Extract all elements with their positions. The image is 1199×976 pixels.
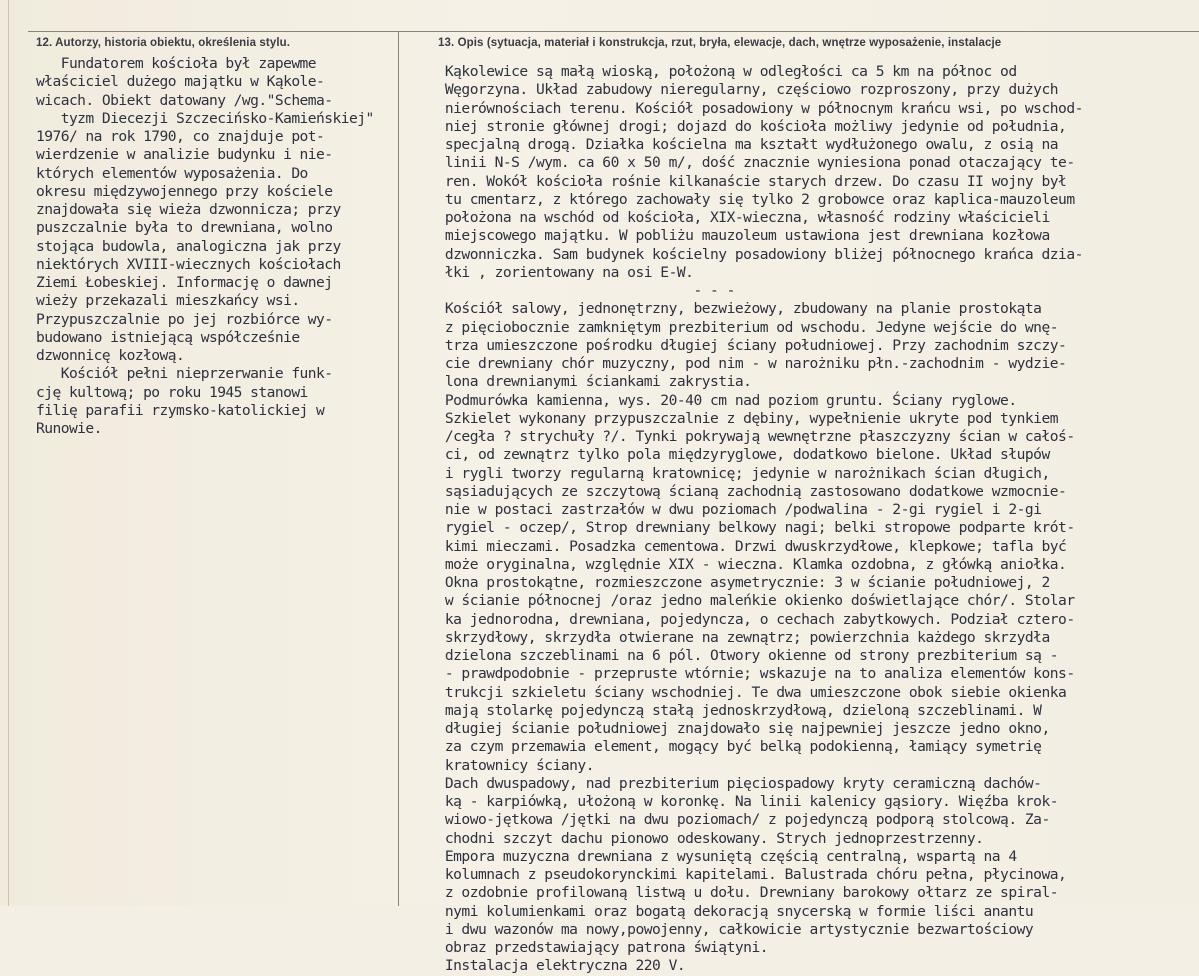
text-line: Ziemi Łobeskiej. Informację o dawnej (36, 274, 333, 291)
text-line: wiowo-jętkowa /jętki na dwu poziomach/ z pojedynczą podporą stolcową. Za- (420, 811, 1050, 829)
text-line: z pięciobocznie zamkniętym prezbiterium od wschodu. Jedyne wejście do wnę- (420, 318, 1059, 336)
text-line: łki , zorientowany na osi E-W. (420, 263, 694, 281)
text-line: ren. Wokół kościoła rośnie kilkanaście starych drzew. Do czasu II wojny był (420, 172, 1067, 190)
text-line: trukcji szkieletu ściany wschodniej. Te dwa umieszczone obok siebie okienka (420, 683, 1067, 701)
text-line: dzielona szczeblinami na 6 pól. Otwory okienne od strony prezbiterium są - (420, 647, 1059, 664)
text-line: filię parafii rzymsko-katolickiej w (36, 401, 325, 419)
text-line: Empora muzyczna drewniana z wysuniętą częścią centralną, wspartą na 4 (420, 847, 1017, 865)
text-line: Szkielet wykonany przypuszczalnie z dębiny, wypełnienie ukryte pod tynkiem (420, 409, 1059, 427)
text-line: okresu międzywojennego przy kościele (36, 182, 333, 200)
text-line: puszczalnie była to drewniana, wolno (36, 219, 333, 237)
text-line: za czym przemawia element, mogący być belką podokienną, łamiący symetrię (420, 738, 1042, 756)
text-line: wicach. Obiekt datowany /wg."Schema- (36, 91, 333, 109)
text-line: Węgorzyna. Układ zabudowy nieregularny, częściowo rozproszony, przy dużych (420, 81, 1059, 99)
text-line: kolumnach z pseudokorynckimi kapitelami. Balustrada chóru pełna, płycinowa, (420, 866, 1067, 883)
text-line: lona drewnianymi ściankami zakrystia. (420, 373, 752, 391)
text-line: rygiel - oczep/, Strop drewniany belkowy nagi; belki stropowe podparte krót- (420, 519, 1075, 537)
text-line: Okna prostokątne, rozmieszczone asymetrycznie: 3 w ścianie południowej, 2 (420, 574, 1050, 591)
text-line: wierdzenie w analizie budynku i nie- (36, 146, 333, 164)
text-line: cję kultową; po roku 1945 stanowi (36, 383, 308, 401)
text-line: stojąca budowla, analogiczna jak przy (36, 237, 341, 255)
text-line: nierównościach terenu. Kościół posadowiony w północnym krańcu wsi, po wschod- (420, 99, 1083, 117)
text-line: znajdowała się wieża dzwonnicza; przy (36, 201, 341, 218)
text-line: skrzydłowy, skrzydła otwierane na zewnątrz; powierzchnia każdego skrzydła (420, 628, 1050, 646)
text-line: Podmurówka kamienna, wys. 20-40 cm nad poziom gruntu. Ściany ryglowe. (420, 391, 1017, 409)
text-line: tu cmentarz, z którego zachowały się tylko 2 grobowce oraz kaplica-mauzoleum (420, 190, 1075, 208)
text-line: Przypuszczalnie po jej rozbiórce wy- (36, 310, 333, 328)
text-line: których elementów wyposażenia. Do (36, 164, 308, 182)
text-line: chodni szczyt dachu pionowo odeskowany. Strych jednoprzestrzenny. (420, 829, 984, 847)
text-line: Kościół salowy, jednonętrzny, bezwieżowy, zbudowany na planie prostokąta (420, 300, 1042, 318)
text-line: trza umieszczone pośrodku długiej ściany południowej. Przy zachodnim szczy- (420, 336, 1067, 354)
text-line: i rygli tworzy regularną kratownicę; jedynie w narożnikach ścian długich, (420, 464, 1050, 482)
text-line: dzwonnicę kozłową. (36, 347, 185, 364)
text-line: dzwonniczka. Sam budynek kościelny posadowiony bliżej północnego krańca dzia- (420, 245, 1083, 263)
text-line: i dwu wazonów ma nowy,powojenny, całkowicie artystycznie bezwartościowy (420, 920, 1034, 938)
text-line: kimi mieczami. Posadzka cementowa. Drzwi dwuskrzydłowe, klepkowe; tafla być (420, 537, 1067, 555)
page-edge-line (8, 0, 9, 906)
text-line: Kąkolewice są małą wioską, położoną w odległości ca 5 km na północ od (420, 63, 1017, 80)
text-line: Instalacja elektryczna 220 V. (420, 957, 686, 975)
text-line: Dach dwuspadowy, nad prezbiterium pięciospadowy kryty ceramiczną dachów- (420, 774, 1042, 792)
text-line: ka jednorodna, drewniana, pojedyncza, o cechach zabytkowych. Podział cztero- (420, 610, 1075, 628)
text-line: /cegła ? strychuły ?/. Tynki pokrywają wewnętrzne płaszczyzny ścian w całoś- (420, 428, 1075, 445)
text-line: ci, od zewnątrz tylko pola międzyryglowe, dodatkowo bielone. Układ słupów (420, 446, 1050, 464)
text-line: nymi kolumienkami oraz bogatą dekoracją snycerską w formie liści anantu (420, 902, 1034, 920)
section-12-text (36, 55, 374, 438)
text-line: położona na wschód od kościoła, XIX-wieczna, własność rodziny właścicieli (420, 209, 1050, 226)
text-line: niej stronie głównej drogi; dojazd do kościoła możliwy jedynie od południa, (420, 117, 1067, 135)
text-line: kratownicy ściany. (420, 756, 595, 774)
text-line: wieży przekazali mieszkańcy wsi. (36, 292, 300, 310)
text-line: ką - karpiówką, ułożoną w koronkę. Na linii kalenicy gąsiory. Więźba krok- (420, 793, 1059, 810)
top-rule (28, 31, 1199, 32)
text-line: w ścianie północnej /oraz jedno maleńkie okienko doświetlające chór/. Stolar (420, 592, 1075, 610)
text-line: miejscowego majątku. W pobliżu mauzoleum ustawiona jest drewniana kozłowa (420, 227, 1050, 245)
text-line: - - - (420, 282, 735, 299)
text-line: - prawdpodobnie - przepruste wtórnie; wskazuje na to analiza elementów kons- (420, 665, 1075, 683)
text-line: mają stolarkę pojedynczą stałą jednoskrzydłową, dzieloną szczeblinami. W (420, 701, 1042, 719)
text-line: długiej ścianie południowej znajdowało się najpewniej jeszcze jedno okno, (420, 720, 1050, 737)
text-line: sąsiadujących ze szczytową ścianą zachodnią zastosowano dodatkowe wzmocnie- (420, 482, 1067, 500)
text-line: niektórych XVIII-wiecznych kościołach (36, 255, 341, 273)
column-divider (398, 31, 399, 906)
text-line: budowano istniejącą współcześnie (36, 328, 300, 346)
section-13-text (420, 63, 1083, 976)
text-line: specjalną drogą. Działka kościelna ma kształt wydłużonego owalu, z osią na (420, 136, 1059, 153)
text-line: linii N-S /wym. ca 60 x 50 m/, dość znacznie wyniesiona ponad otaczający te- (420, 154, 1075, 172)
section-12-header: 12. Autorzy, historia obiektu, określenia stylu. (36, 37, 291, 49)
text-line: tyzm Diecezji Szczecińsko-Kamieńskiej" (36, 109, 374, 127)
section-13-header: 13. Opis (sytuacja, materiał i konstrukcja, rzut, bryła, elewacje, dach, wnętrze wyposażenie, instalacje (438, 37, 1002, 49)
text-line: Runowie. (36, 420, 102, 437)
text-line: może oryginalna, względnie XIX - wieczna. Klamka ozdobna, z główką aniołka. (420, 555, 1067, 573)
text-line: 1976/ na rok 1790, co znajduje pot- (36, 128, 325, 145)
text-line: Kościół pełni nieprzerwanie funk- (36, 365, 333, 383)
text-line: z ozdobnie profilowaną listwą u dołu. Drewniany barokowy ołtarz ze spiral- (420, 884, 1059, 902)
text-line: Fundatorem kościoła był zapewme (36, 55, 317, 72)
text-line: obraz przedstawiający patrona świątyni. (420, 939, 769, 956)
text-line: właściciel dużego majątku w Kąkole- (36, 73, 325, 91)
text-line: cie drewniany chór muzyczny, pod nim - w narożniku płn.-zachodnim - wydzie- (420, 355, 1067, 372)
text-line: nie w postaci zastrzałów w dwu poziomach /podwalina - 2-gi rygiel i 2-gi (420, 501, 1042, 518)
